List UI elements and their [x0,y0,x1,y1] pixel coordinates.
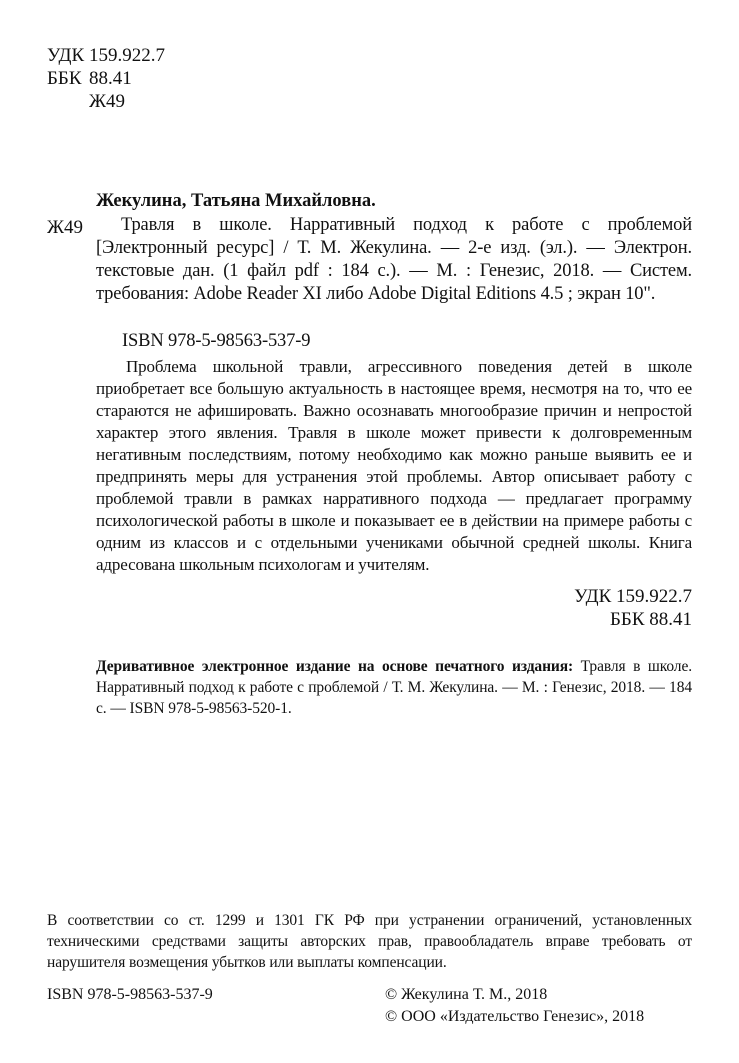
derivative-label: Деривативное электронное издание на основе печатного издания: [96,658,574,675]
footer-isbn: ISBN 978-5-98563-537-9 [47,986,213,1003]
copyright-publisher: © ООО «Издательство Генезис», 2018 [385,1008,645,1025]
annotation-paragraph: Проблема школьной травли, агрессивного поведения детей в школе приобретает все большую актуальность в настоящее время, несмотря на то, что ее стараются не афишировать. Важно осознавать многообразие причин и непростой характер этого явления. Травля в школе может привести к долговременным негативным последствиям, потому необходимо как можно раньше выявить ее и предпринять меры для устранения этой проблемы. Автор описывает работу с проблемой травли в рамках нарративного подхода — предлагает программу психологической работы в школе и показывает ее в действии на примере работы с одним из классов и с отдельными учениками обычной средней школы. Книга адресована школьным психологам и учителям. [96,357,692,574]
bbk-right: ББК 88.41 [610,609,692,630]
record-isbn: ISBN 978-5-98563-537-9 [122,331,311,351]
udk-right: УДК 159.922.7 [574,586,692,607]
bbk-label: ББК [47,68,82,89]
classification-block [47,44,165,113]
classification-right [392,585,692,631]
bbk-line [47,67,165,90]
udk-line [47,44,165,67]
author-heading: Жекулина, Татьяна Михайловна. [96,191,376,211]
udk-value: 159.922.7 [89,45,165,66]
copyright-author: © Жекулина Т. М., 2018 [385,986,548,1003]
bibliographic-description: Травля в школе. Нарративный подход к работе с проблемой [Электронный ресурс] / Т. М. Жекулина. — 2-е изд. (эл.). — Электрон. текстовые дан. (1 файл pdf : 184 с.). — М. : Генезис, 2018. — Систем. требования: Adobe Reader XI либо Adobe Digital Editions 4.5 ; экран 10". [96,215,692,304]
author-mark-line [47,90,165,113]
derivative-text: Травля в школе. Нарративный подход к работе с проблемой / Т. М. Жекулина. — М. : Генезис, 2018. — 184 с. — ISBN 978-5-98563-520-1. [96,658,692,717]
author-mark: Ж49 [89,91,126,112]
bbk-value: 88.41 [89,68,132,89]
side-author-mark: Ж49 [47,217,84,238]
law-notice: В соответствии со ст. 1299 и 1301 ГК РФ при устранении ограничений, установленных техническими средствами защиты авторских прав, правообладатель вправе требовать от нарушителя возмещения убытков или выплаты компенсации. [47,912,692,971]
udk-label: УДК [47,45,85,66]
copyright-block [385,984,692,1028]
derivative-note [96,656,692,719]
